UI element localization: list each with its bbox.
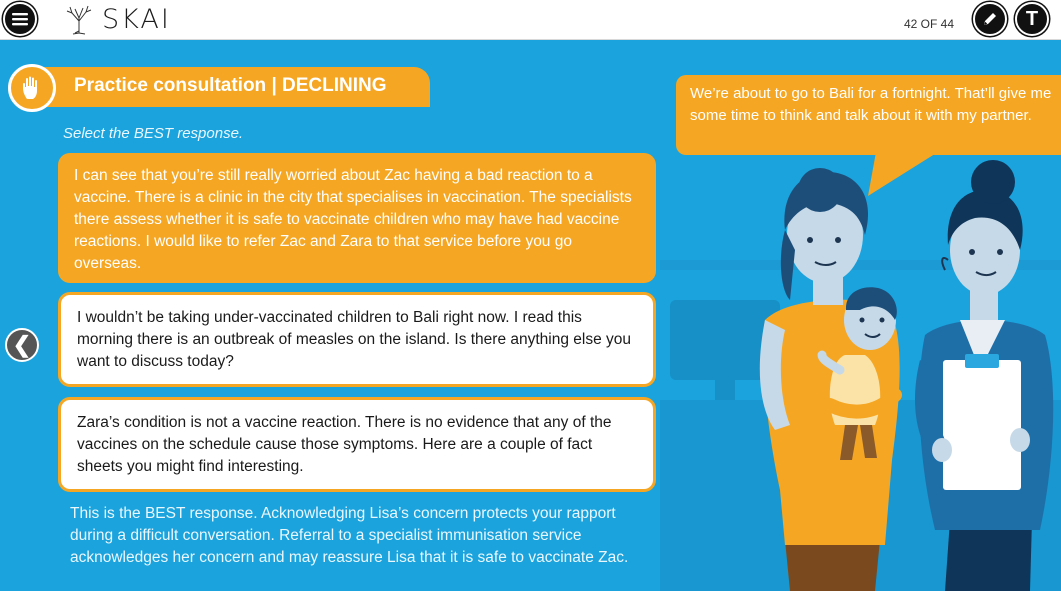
- nurse-figure: [915, 160, 1053, 591]
- page-title: Practice consultation | DECLINING: [74, 75, 387, 96]
- hand-badge: [8, 64, 56, 112]
- page-counter: 42 OF 44: [904, 17, 955, 31]
- back-button[interactable]: [5, 328, 39, 362]
- response-option-1[interactable]: I can see that you’re still really worried about Zac having a bad reaction to a vaccine. There is a clinic in the city that specialises in vaccination. The specialists there assess whether it is safe to vaccinate children who may have had vaccine reactions. I would like to refer Zac and Zara to that service before you go overseas.: [58, 153, 656, 283]
- response-option-2[interactable]: I wouldn’t be taking under-vaccinated children to Bali right now. I read this morning there is an outbreak of measles on the island. Is there anything else you want to discuss today?: [58, 292, 656, 387]
- menu-button[interactable]: [3, 2, 37, 36]
- menu-icon: [11, 11, 29, 27]
- chevron-left-icon: ❮: [12, 332, 32, 357]
- section-header: [8, 64, 430, 108]
- logo-text: SKAI: [102, 3, 171, 35]
- clipboard: [943, 360, 1021, 490]
- consultation-illustration: [660, 160, 1061, 591]
- feedback-text: This is the BEST response. Acknowledging Lisa’s concern protects your rapport during a difficult conversation. Referral to a specialist immunisation service acknowledges her concern and may reassure Lisa that it is safe to vaccinate Zac.: [70, 505, 629, 566]
- tree-logo-icon: [62, 3, 96, 35]
- hand-stop-icon: [20, 75, 44, 101]
- pencil-icon: [981, 10, 999, 28]
- instruction-text: Select the BEST response.: [63, 125, 244, 142]
- speech-bubble: We’re about to go to Bali for a fortnight. That’ll give me some time to think and talk about it with my partner.: [676, 75, 1061, 155]
- skai-logo: [62, 2, 171, 36]
- top-bar: [0, 0, 1061, 40]
- text-icon: T: [1025, 7, 1039, 30]
- text-size-button[interactable]: [1015, 2, 1049, 36]
- notes-button[interactable]: [973, 2, 1007, 36]
- response-option-3[interactable]: Zara’s condition is not a vaccine reaction. There is no evidence that any of the vaccines on the schedule cause those symptoms. Here are a couple of fact sheets you might find interesting.: [58, 397, 656, 492]
